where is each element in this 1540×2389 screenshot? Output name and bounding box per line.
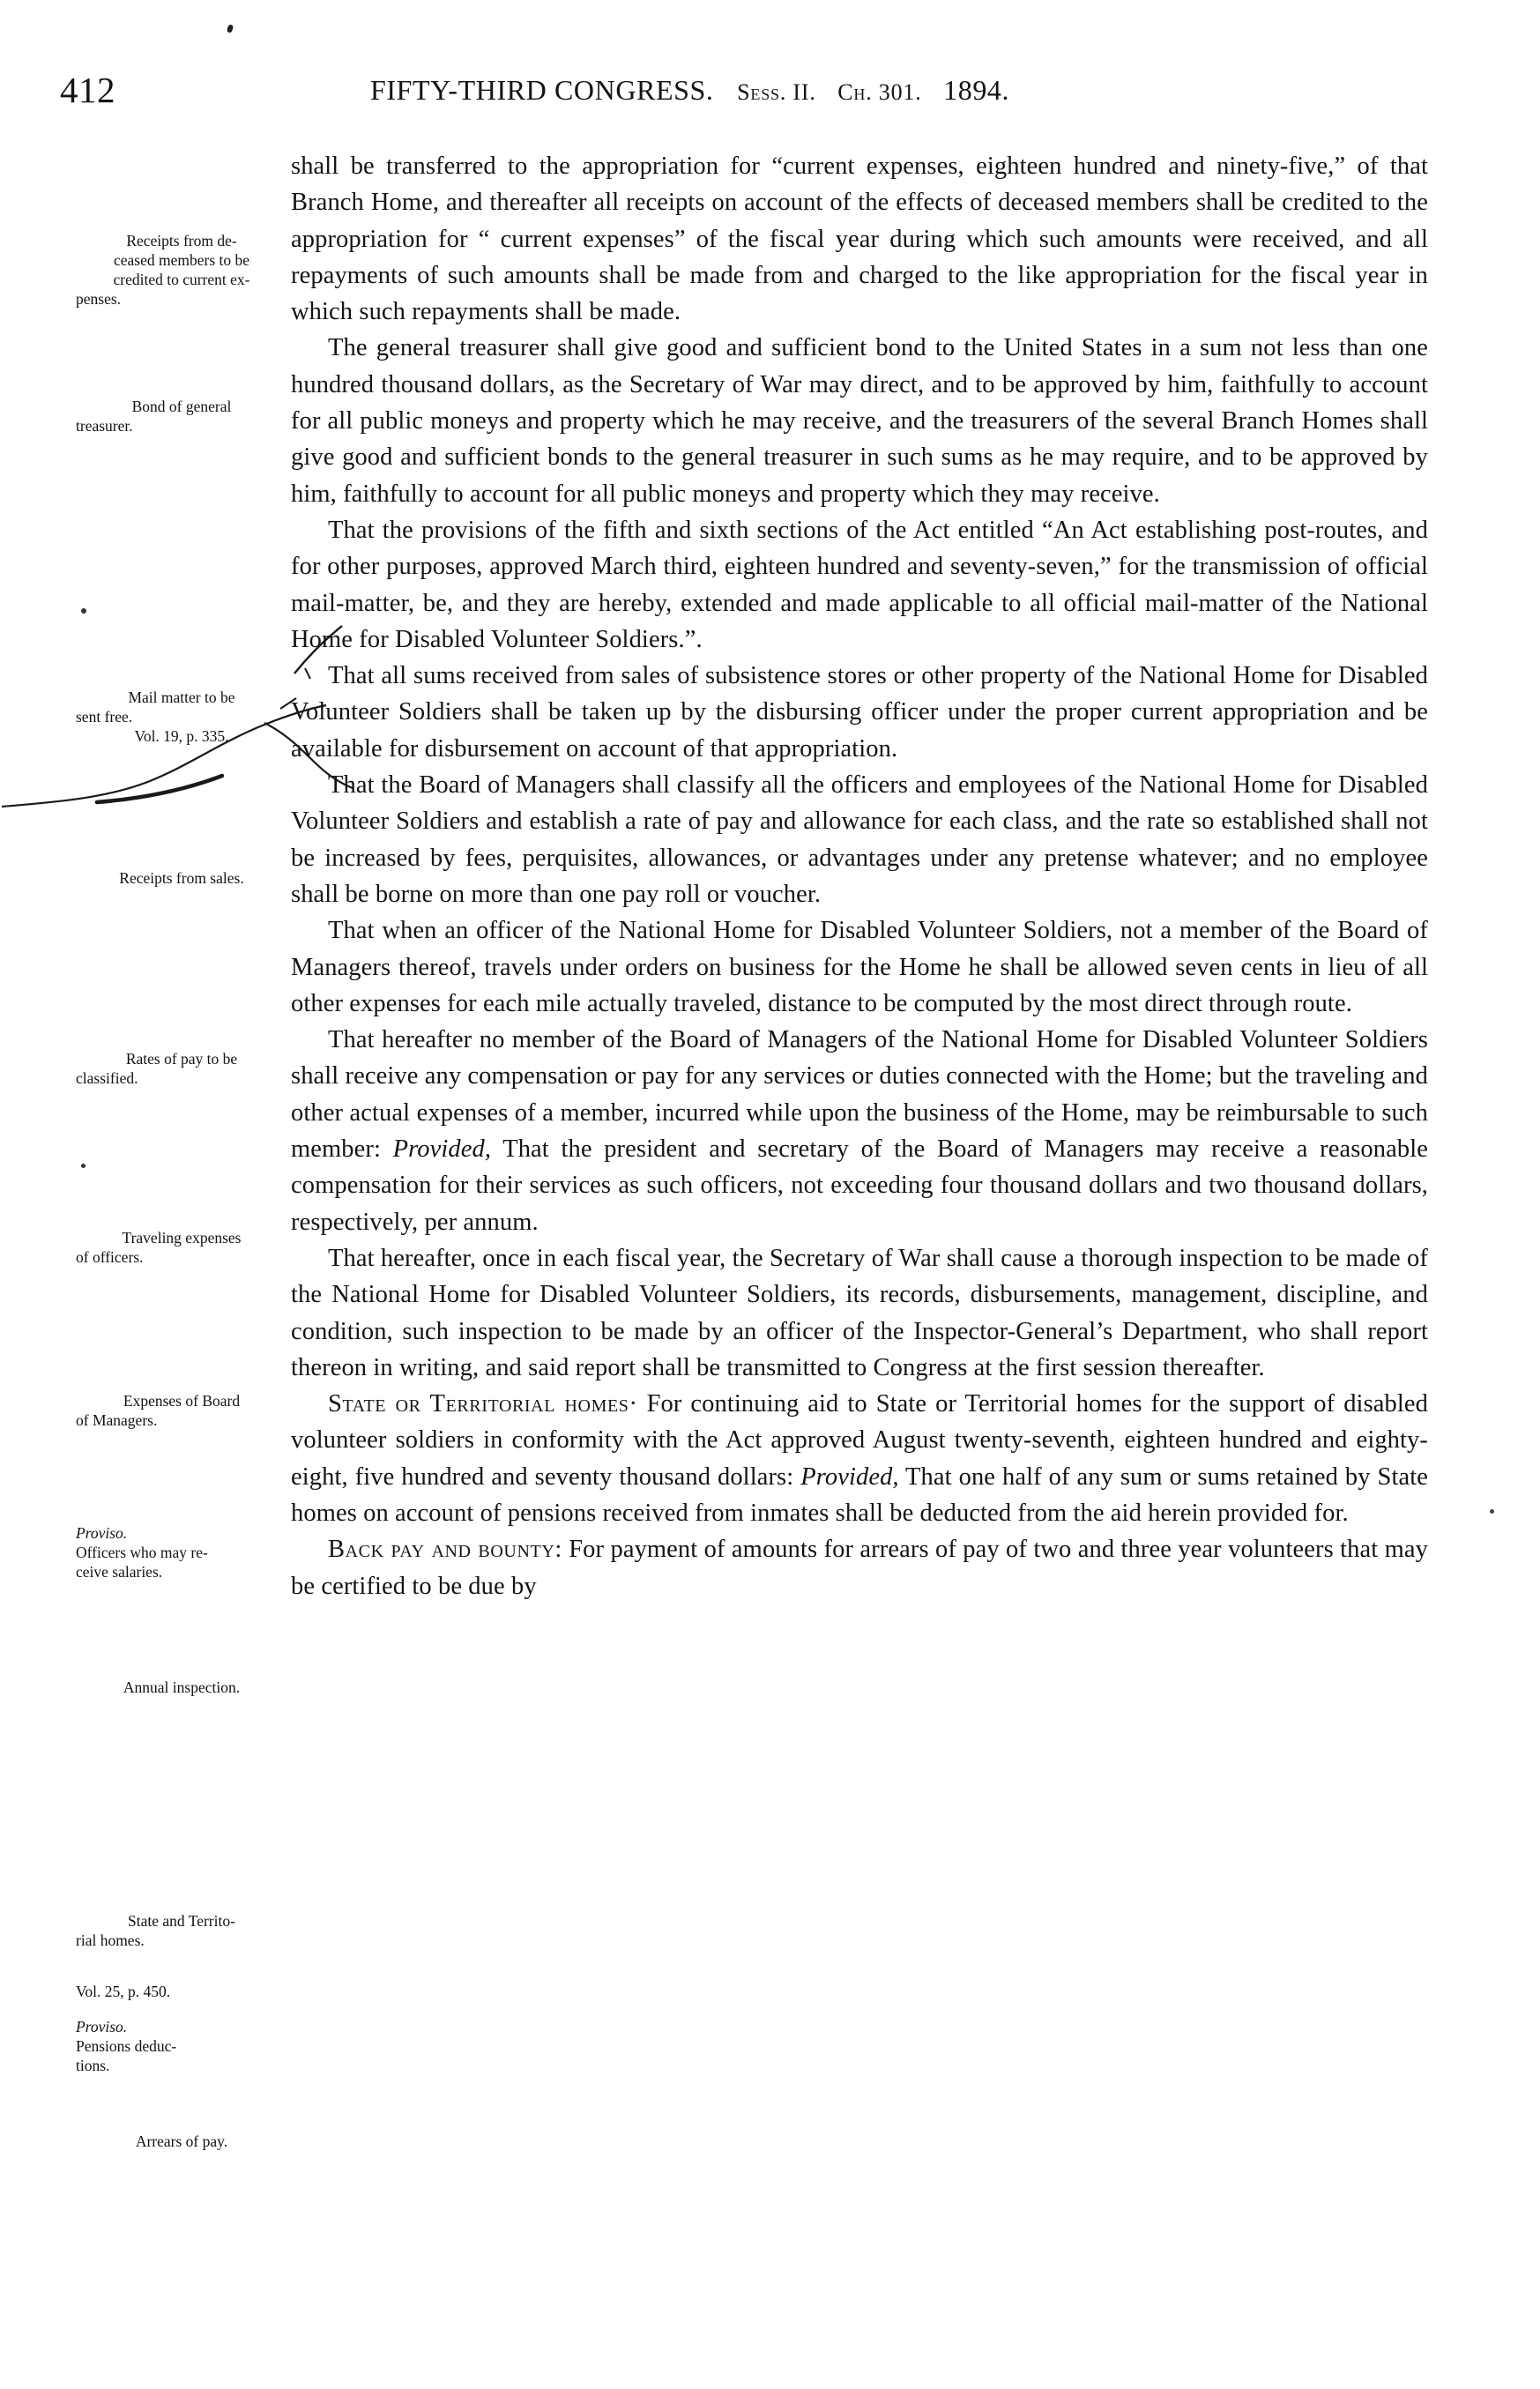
sidenote-annual-inspection: Annual inspection. [123,1678,241,1696]
running-head-session: Sess. II. [737,79,816,105]
paragraph-expenses-board [291,1022,1428,1240]
heading-back-pay-and-bounty: Back pay and bounty: [328,1536,562,1564]
para9-post: That one half of any sum or sums retained by State homes on account of pensions received from inmates shall be deducted from the aid herein provided for. [291,1462,1428,1527]
para7-pre: That hereafter no member of the Board of Managers of the National Home for Disabled Volunteer Soldiers shall receive any compensation or pay for any services or duties connected with the Home; but the traveling and other actual expenses of a member, incurred while upon the business of the Home, may be reimbursable to such member: [291,1026,1429,1164]
ink-speck-icon [227,24,234,33]
page-header [0,69,1540,122]
para9-proviso-word: Provided, [800,1462,899,1491]
ink-speck-icon [1490,1509,1494,1514]
sidenote-receipts-deceased: Receipts from de- ceased members to be credited to current ex- penses. [76,232,250,308]
para7-post: That the president and secretary of the Board of Managers may receive a reasonable compensation for their services as such officers, not exceeding four thousand dollars and two thousand dollars, respectively, per annum. [291,1135,1428,1236]
sidenote-bond-treasurer: Bond of general treasurer. [76,398,232,435]
para7-proviso-word: Provided, [392,1135,492,1164]
paragraph-state-territorial-homes [291,1386,1428,1531]
sidenote-traveling-expenses: Traveling expenses of officers. [76,1229,242,1266]
running-head-congress: FIFTY-THIRD CONGRESS. [370,74,714,106]
ink-speck-icon [81,608,86,614]
sidenote-proviso-salaries: Proviso. Officers who may re- ceive salaries. [76,1524,208,1581]
sidenote-mail-matter: Mail matter to be sent free. Vol. 19, p. 335. [76,688,235,745]
page-number: 412 [60,70,115,110]
sidenote-expenses-board: Expenses of Board of Managers. [76,1392,241,1429]
heading-state-or-territorial-homes: State or Territorial homes· [328,1390,638,1418]
running-head-chapter: Ch. 301. [837,79,922,105]
paragraph-arrears-of-pay [291,1531,1428,1604]
body-text-column [291,148,1428,1604]
sidenote-arrears-of-pay: Arrears of pay. [135,2132,228,2150]
sidenote-vol-reference: Vol. 25, p. 450. [76,1983,171,2000]
ink-speck-icon [81,1164,86,1168]
sidenote-rates-of-pay: Rates of pay to be classified. [76,1050,238,1087]
paragraph-mail-matter: That the provisions of the fifth and sixth sections of the Act entitled “An Act establishing post-routes, and for other purposes, approved March third, eighteen hundred and seventy-seven,” for the transmission of official mail-matter, be, and they are hereby, extended and made applicable to all official mail-matter of the National Home for Disabled Volunteer Soldiers.”. [291,516,1428,653]
paragraph-bond-treasurer: The general treasurer shall give good and sufficient bond to the United States in a sum not less than one hundred thousand dollars, as the Secretary of War may direct, and to be approved by him, faithfully to account for all public moneys and property which he may receive, and the treasurers of the several Branch Homes shall give good and sufficient bonds to the general treasurer in such sums as he may require, and to be approved by him, faithfully to account for all public moneys and property which they may receive. [291,334,1428,508]
sidenote-state-territorial-homes: State and Territo- rial homes. [76,1912,235,1949]
running-head [370,74,1009,107]
sidenote-proviso-pensions: Proviso. Pensions deduc- tions. [76,2018,177,2074]
sidenote-receipts-sales: Receipts from sales. [119,869,244,887]
paragraph-rates-of-pay: That the Board of Managers shall classify all the officers and employees of the National Home for Disabled Volunteer Soldiers and establish a rate of pay and allowance for each class, and the rate so established shall not be increased by fees, perquisites, allowances, or advantages under any pretense whatever; and no employee shall be borne on more than one pay roll or voucher. [291,771,1428,908]
para10-post: For payment of amounts for arrears of pay of two and three year volunteers that may be certified to be due by [291,1536,1428,1600]
para9-pre: For continuing aid to State or Territorial homes for the support of disabled volunteer soldiers in conformity with the Act approved August twenty-seventh, eighteen hundred and eighty-eight, five hundred and seventy thousand dollars: [291,1390,1428,1491]
paragraph-traveling-expenses: That when an officer of the National Home for Disabled Volunteer Soldiers, not a member of the Board of Managers thereof, travels under orders on business for the Home he shall be allowed seven cents in lieu of all other expenses for each mile actually traveled, distance to be computed by the most direct through route. [291,917,1428,1017]
paragraph-continuation: shall be transferred to the appropriation for “current expenses, eighteen hundred and ninety-five,” of that Branch Home, and thereafter all receipts on account of the effects of deceased members shall be credited to the appropriation for “ current expenses” of the fiscal year during which such amounts were received, and all repayments of such amounts shall be made from and charged to the like appropriation for the fiscal year in which such repayments shall be made. [291,153,1428,326]
running-head-year: 1894. [943,74,1010,106]
paragraph-annual-inspection: That hereafter, once in each fiscal year, the Secretary of War shall cause a thorough inspection to be made of the National Home for Disabled Volunteer Soldiers, its records, disbursements, management, discipline, and condition, such inspection to be made by an officer of the Inspector-General’s Department, who shall report thereon in writing, and said report shall be transmitted to Congress at the first session thereafter. [291,1244,1428,1381]
paragraph-receipts-sales: That all sums received from sales of subsistence stores or other property of the National Home for Disabled Volunteer Soldiers shall be taken up by the disbursing officer under the proper current appropriation and be available for disbursement on account of that appropriation. [291,662,1428,763]
